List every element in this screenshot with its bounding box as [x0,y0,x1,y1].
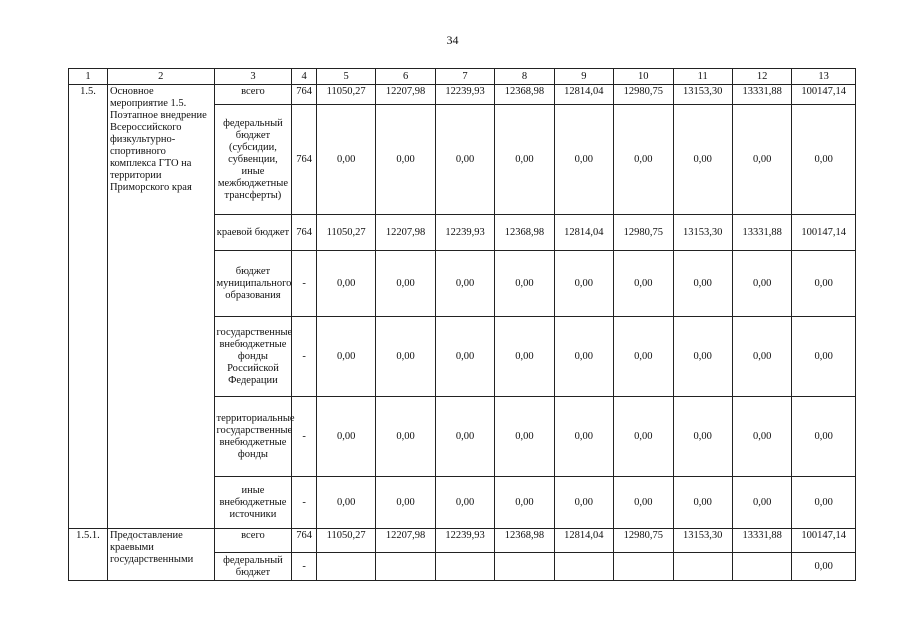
value-cell: 0,00 [316,397,375,477]
funding-table [68,68,856,581]
value-cell: 0,00 [376,397,435,477]
header-cell: 8 [495,69,554,85]
header-cell: 4 [292,69,317,85]
value-cell: 12368,98 [495,529,554,553]
value-cell [614,553,673,581]
value-cell: 0,00 [614,477,673,529]
value-cell: 12207,98 [376,529,435,553]
value-cell: 13331,88 [732,215,791,251]
header-row [69,69,856,85]
source-label: бюджет муниципального образования [214,251,292,317]
code-cell: - [292,251,317,317]
code-cell: 764 [292,85,317,105]
value-cell: 0,00 [673,105,732,215]
code-cell: 764 [292,105,317,215]
value-cell: 0,00 [435,397,494,477]
value-cell [554,553,613,581]
header-cell: 2 [107,69,214,85]
value-cell: 0,00 [495,317,554,397]
value-cell: 11050,27 [316,215,375,251]
value-cell: 0,00 [495,477,554,529]
value-cell: 12207,98 [376,215,435,251]
value-cell [673,553,732,581]
value-cell: 12814,04 [554,215,613,251]
value-cell: 0,00 [673,317,732,397]
measure-name: Основное мероприятие 1.5. Поэтапное внедрение Всероссийского физкультурно-спортивного комплекса ГТО на территории Приморского края [107,85,214,529]
value-cell [316,553,375,581]
row-number: 1.5. [69,85,108,529]
header-cell: 7 [435,69,494,85]
header-cell: 9 [554,69,613,85]
value-cell: 13331,88 [732,529,791,553]
source-label: федеральный бюджет (субсидии, субвенции, иные межбюджетные трансферты) [214,105,292,215]
value-cell: 0,00 [732,105,791,215]
header-cell: 3 [214,69,292,85]
value-cell [495,553,554,581]
value-cell: 13331,88 [732,85,791,105]
value-cell [376,553,435,581]
page-number: 34 [446,33,459,47]
value-cell: 0,00 [435,251,494,317]
value-cell: 0,00 [376,477,435,529]
value-cell: 100147,14 [792,85,856,105]
value-cell: 0,00 [376,251,435,317]
value-cell: 13153,30 [673,529,732,553]
value-cell: 0,00 [614,105,673,215]
value-cell: 0,00 [792,317,856,397]
value-cell: 12239,93 [435,85,494,105]
row-number: 1.5.1. [69,529,108,581]
value-cell: 0,00 [732,397,791,477]
value-cell: 12814,04 [554,85,613,105]
source-label: территориальные государственные внебюджетные фонды [214,397,292,477]
row-1-5 [69,85,856,529]
measure-name: Предоставление краевыми государственными [107,529,214,581]
value-cell: 0,00 [732,251,791,317]
value-cell: 12980,75 [614,85,673,105]
code-cell: - [292,477,317,529]
value-cell: 0,00 [316,251,375,317]
value-cell: 12814,04 [554,529,613,553]
value-cell: 0,00 [376,317,435,397]
header-cell: 5 [316,69,375,85]
value-cell: 0,00 [792,251,856,317]
value-cell: 0,00 [732,317,791,397]
value-cell: 0,00 [554,251,613,317]
value-cell: 0,00 [554,105,613,215]
value-cell: 12207,98 [376,85,435,105]
value-cell: 0,00 [554,477,613,529]
code-cell: - [292,397,317,477]
value-cell: 12368,98 [495,85,554,105]
source-label: краевой бюджет [214,215,292,251]
value-cell: 100147,14 [792,529,856,553]
value-cell: 12239,93 [435,215,494,251]
source-label: всего [214,529,292,553]
value-cell: 12980,75 [614,215,673,251]
row-1-5-1 [69,529,856,581]
header-cell: 1 [69,69,108,85]
value-cell: 13153,30 [673,85,732,105]
source-label: государственные внебюджетные фонды Российской Федерации [214,317,292,397]
source-label: всего [214,85,292,105]
header-cell: 13 [792,69,856,85]
code-cell: - [292,553,317,581]
value-cell: 12368,98 [495,215,554,251]
value-cell: 0,00 [614,397,673,477]
value-cell: 0,00 [495,251,554,317]
value-cell: 11050,27 [316,529,375,553]
source-label: иные внебюджетные источники [214,477,292,529]
value-cell: 0,00 [732,477,791,529]
value-cell: 0,00 [554,317,613,397]
value-cell: 0,00 [614,251,673,317]
table-row [69,85,856,105]
value-cell [732,553,791,581]
header-cell: 11 [673,69,732,85]
value-cell: 0,00 [792,477,856,529]
header-cell: 12 [732,69,791,85]
source-label: федеральный бюджет [214,553,292,581]
value-cell: 12980,75 [614,529,673,553]
value-cell: 0,00 [614,317,673,397]
code-cell: 764 [292,529,317,553]
value-cell: 0,00 [792,105,856,215]
value-cell: 0,00 [792,397,856,477]
value-cell: 0,00 [316,317,375,397]
value-cell: 0,00 [435,477,494,529]
header-cell: 10 [614,69,673,85]
value-cell: 0,00 [792,553,856,581]
value-cell: 0,00 [435,105,494,215]
code-cell: - [292,317,317,397]
value-cell: 0,00 [495,397,554,477]
value-cell: 0,00 [316,477,375,529]
value-cell: 0,00 [435,317,494,397]
value-cell: 13153,30 [673,215,732,251]
value-cell: 12239,93 [435,529,494,553]
value-cell: 100147,14 [792,215,856,251]
value-cell: 0,00 [376,105,435,215]
header-cell: 6 [376,69,435,85]
value-cell [435,553,494,581]
value-cell: 0,00 [673,251,732,317]
code-cell: 764 [292,215,317,251]
value-cell: 0,00 [495,105,554,215]
value-cell: 0,00 [554,397,613,477]
value-cell: 11050,27 [316,85,375,105]
value-cell: 0,00 [673,397,732,477]
value-cell: 0,00 [673,477,732,529]
value-cell: 0,00 [316,105,375,215]
table-row [69,529,856,553]
